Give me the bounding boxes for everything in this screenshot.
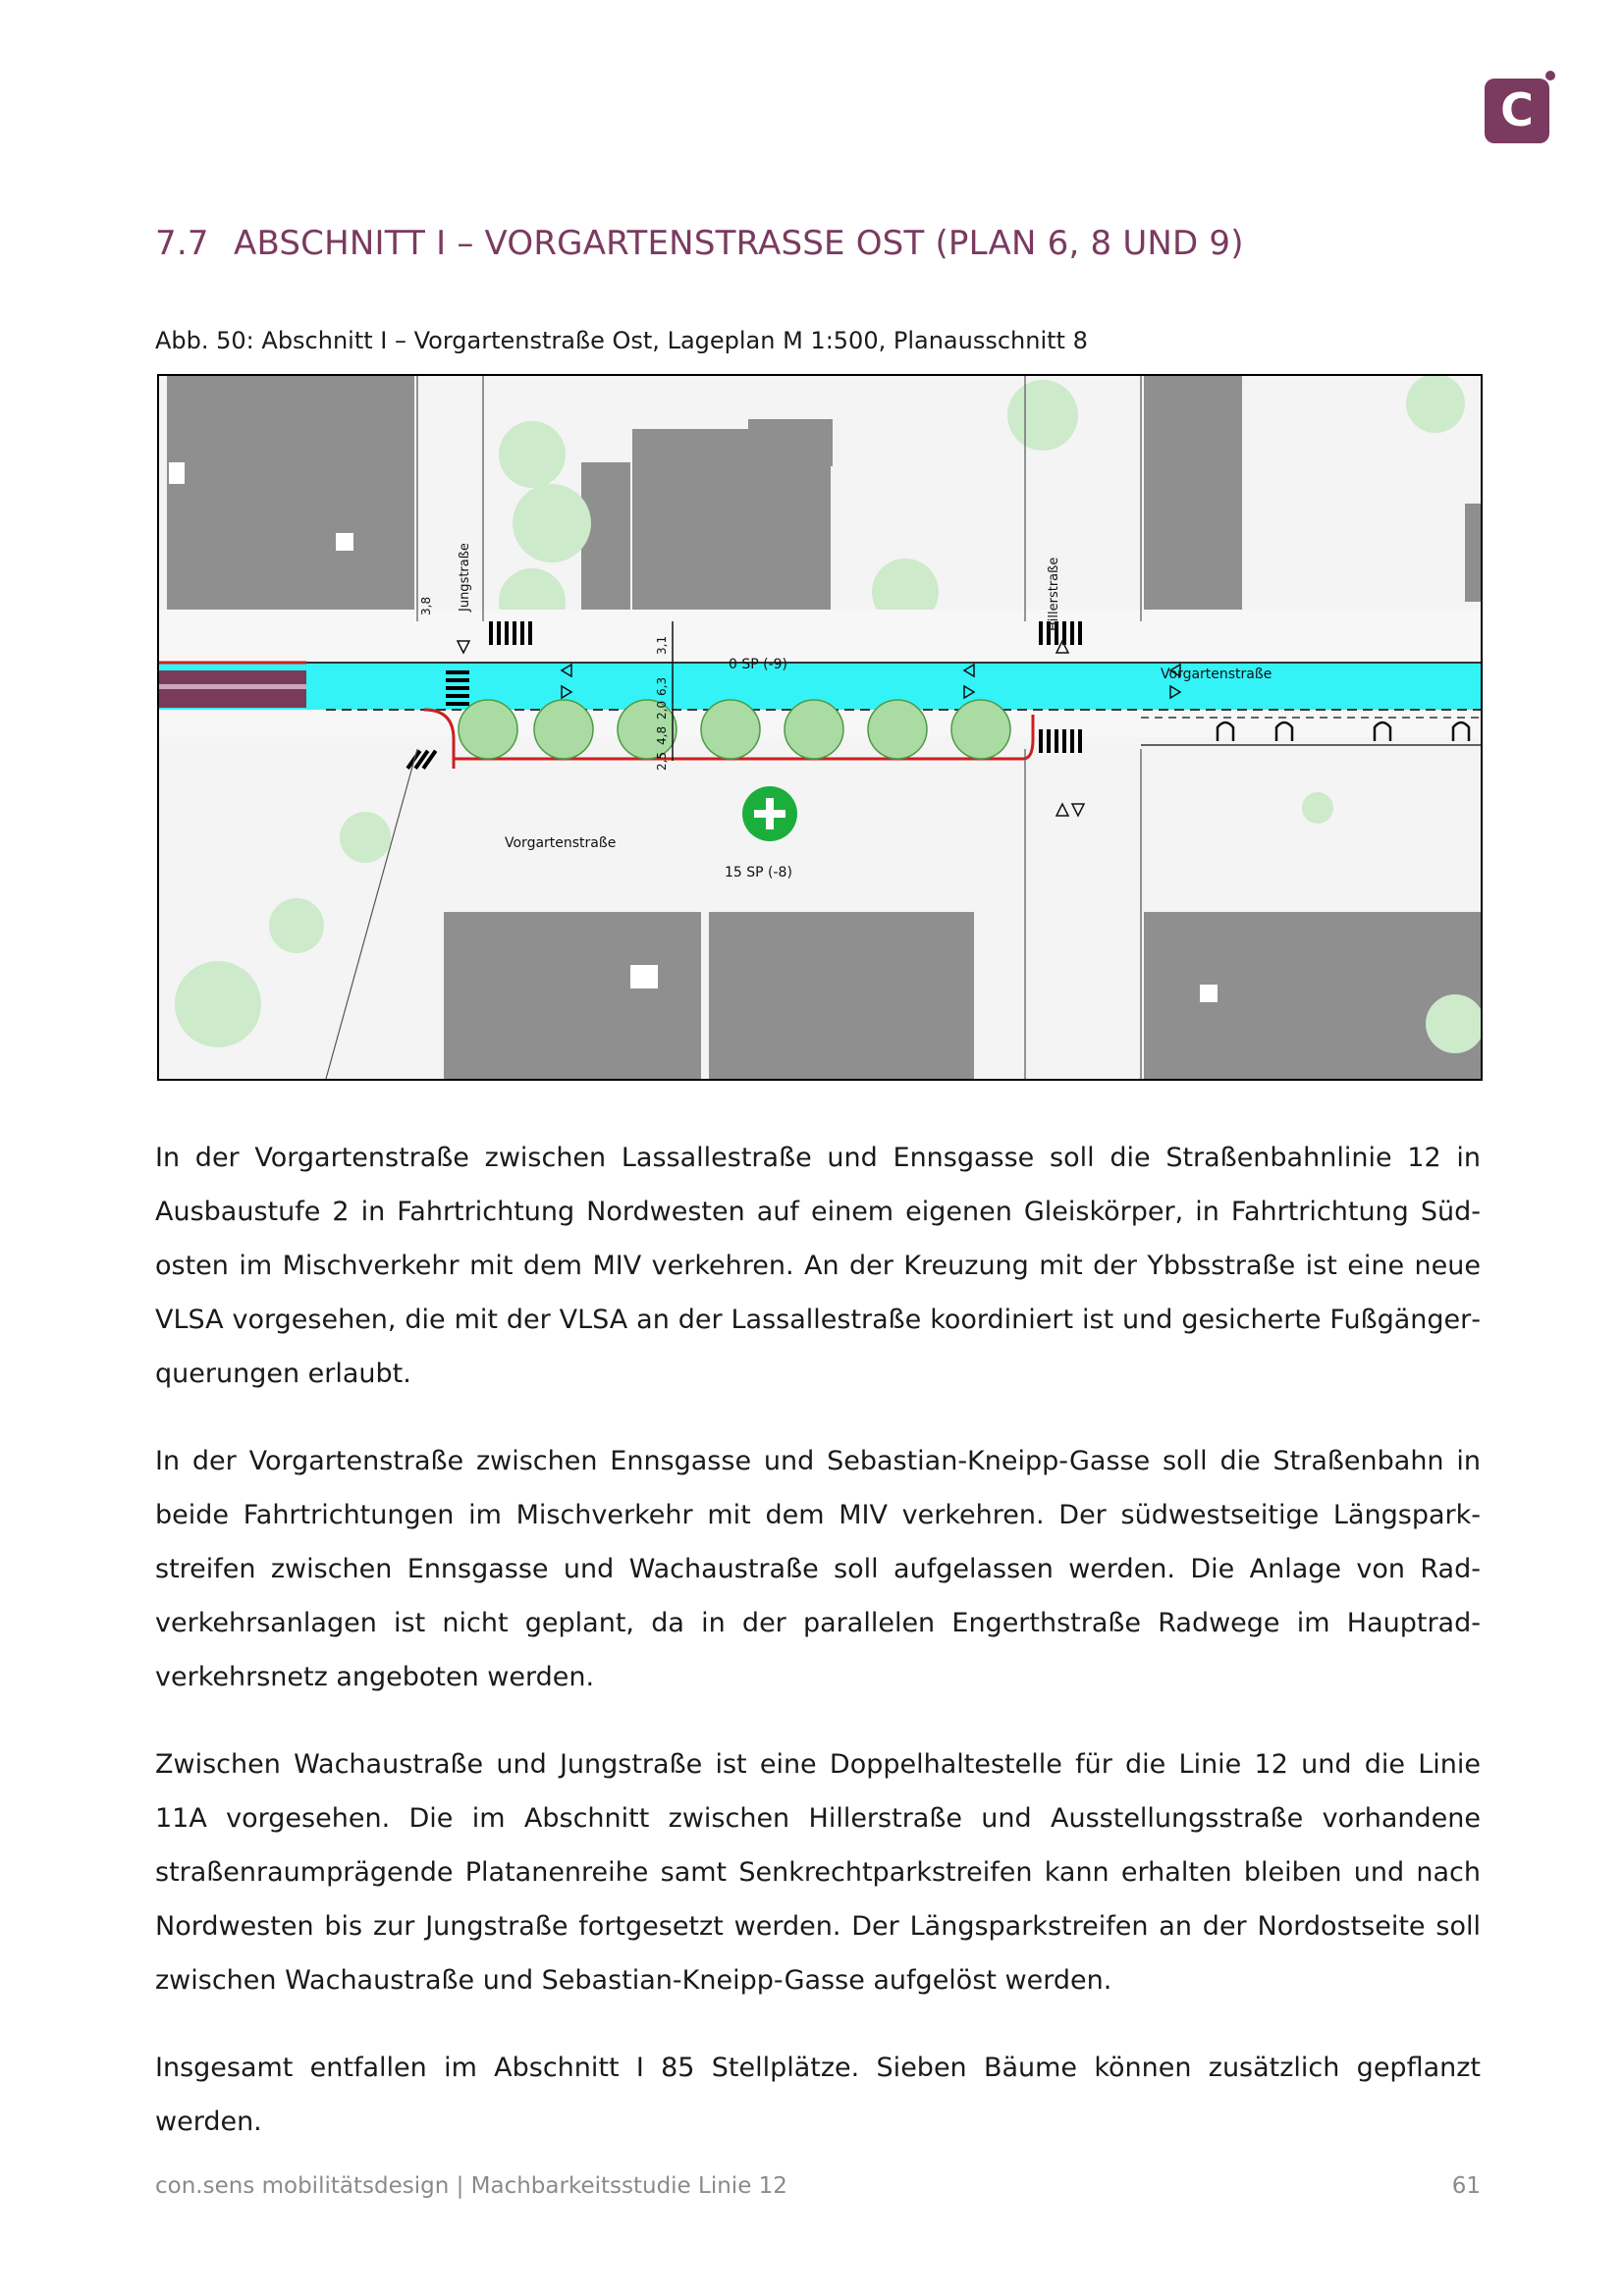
label-jungstrasse: Jungstraße xyxy=(458,543,472,612)
site-plan-figure xyxy=(157,374,1483,1081)
site-plan-map xyxy=(159,376,1481,1079)
footer-text: con.sens mobilitätsdesign | Machbarkeitsstudie Linie 12 xyxy=(155,2173,787,2199)
body-text xyxy=(155,1131,1481,2182)
dim-label: 3,1 xyxy=(655,635,669,655)
paragraph: In der Vorgartenstraße zwischen Ennsgasse und Sebastian-Kneipp-Gasse soll die Straßenbahn in beide Fahrtrichtungen im Mischverkehr mit dem MIV verkehren. Der südwestseitige Längsparkstreifen zwischen Ennsgasse und Wachaustraße soll aufgelassen werden. Die Anlage von Radverkehrsanlagen ist nicht geplant, da in der parallelen Engerthstraße Radwege im Hauptradverkehrsnetz angeboten werden. xyxy=(155,1446,1481,1692)
label-vorgartenstrasse-left: Vorgartenstraße xyxy=(505,835,617,851)
section-title: ABSCHNITT I – VORGARTENSTRASSE OST (PLAN 6, 8 UND 9) xyxy=(234,224,1244,263)
paragraph: Insgesamt entfallen im Abschnitt I 85 Stellplätze. Sieben Bäume können zusätzlich gepflanzt werden. xyxy=(155,2053,1481,2137)
stop-symbol xyxy=(742,786,797,841)
building xyxy=(444,912,701,1079)
dim-label: 2,0 xyxy=(655,700,669,720)
label-hillerstrasse: Hillerstraße xyxy=(1047,557,1061,631)
logo-letter: C xyxy=(1500,83,1534,136)
figure-caption: Abb. 50: Abschnitt I – Vorgartenstraße Ost, Lageplan M 1:500, Planausschnitt 8 xyxy=(155,327,1088,354)
dim-label: 6,3 xyxy=(655,676,669,696)
paragraph: In der Vorgartenstraße zwischen Lassallestraße und Ennsgasse soll die Straßenbahnlinie 12 in Ausbaustufe 2 in Fahrtrichtung Nordwesten auf einem eigenen Gleiskörper, in Fahrtrichtung Südosten im Mischverkehr mit dem MIV verkehren. An der Kreuzung mit der Ybbsstraße ist eine neue VLSA vorgesehen, die mit der VLSA an der Lassallestraße koordiniert ist und gesicherte Fußgängerquerungen erlaubt. xyxy=(155,1143,1481,1389)
label-parking-north: 0 SP (-9) xyxy=(729,657,788,672)
label-vorgartenstrasse-right: Vorgartenstraße xyxy=(1161,667,1272,682)
paragraph: Zwischen Wachaustraße und Jungstraße ist eine Doppelhaltestelle für die Linie 12 und die Linie 11A vorgesehen. Die im Abschnitt zwischen Hillerstraße und Ausstellungsstraße vorhandene straßenraumprägende Platanenreihe samt Senkrechtparkstreifen kann erhalten bleiben und nach Nordwesten bis zur Jungstraße fortgesetzt werden. Der Längsparkstreifen an der Nordostseite soll zwischen Wachaustraße und Sebastian-Kneipp-Gasse aufgelöst werden. xyxy=(155,1749,1481,1996)
dim-label: 3,8 xyxy=(419,596,433,615)
dim-label: 4,8 xyxy=(655,725,669,745)
page-number: 61 xyxy=(1451,2173,1481,2199)
section-number: 7.7 xyxy=(155,224,209,263)
consens-logo xyxy=(1485,71,1555,145)
label-parking-south: 15 SP (-8) xyxy=(725,865,792,881)
building xyxy=(167,376,414,617)
dim-label: 2,5 xyxy=(655,751,669,771)
section-heading xyxy=(155,224,1244,263)
